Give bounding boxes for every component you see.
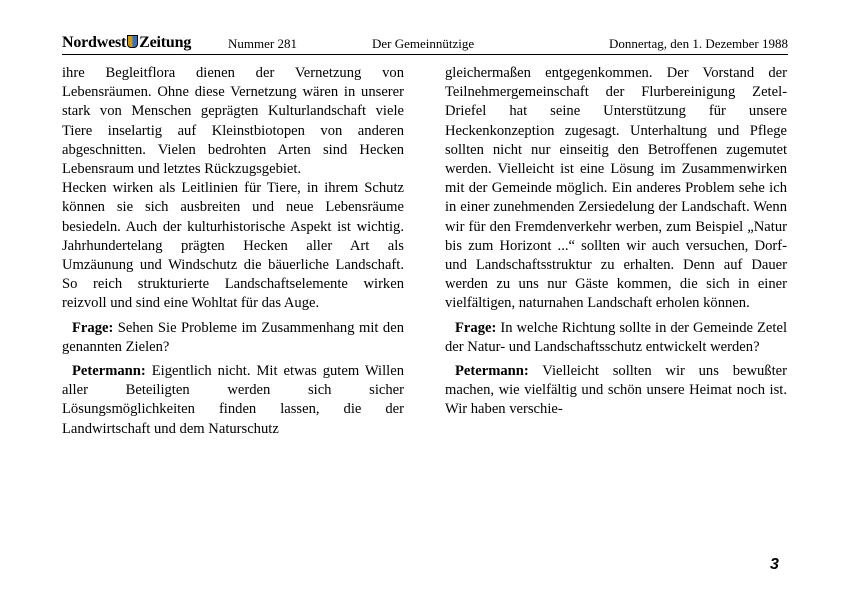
issue-number: Nummer 281: [228, 36, 297, 51]
interview-question: [445, 319, 787, 357]
answer-label: Petermann:: [72, 363, 146, 380]
page-number: 3: [770, 556, 779, 573]
interview-answer: [445, 362, 787, 420]
answer-text: Vielleicht sollten wir uns bewußter machen, wie vielfältig und schön unsere Heimat noch ist. Wir haben verschie-: [445, 363, 787, 418]
answer-text: Eigentlich nicht. Mit etwas gutem Willen aller Beteiligten werden sich sicher Lösungsmöglichkeiten finden lassen, die der Landwirtschaft und dem Naturschutz: [62, 363, 404, 437]
issue-date: Donnertag, den 1. Dezember 1988: [608, 36, 788, 51]
paragraph: Hecken wirken als Leitlinien für Tiere, in ihrem Schutz können sie sich ausbreiten und neue Lebensräume besiedeln. Auch der kulturhistorische Aspekt ist wichtig. Jahrhundertelang prägten Hecken aller Art als Umzäunung und Windschutz die bäuerliche Landschaft. So reich strukturierte Landschaftselemente wirken reizvoll und sind eine Wohltat für das Auge.: [62, 180, 404, 312]
header-divider: [62, 54, 788, 55]
newspaper-logo: [62, 34, 191, 52]
question-text: In welche Richtung sollte in der Gemeinde Zetel der Natur- und Landschaftsschutz entwickelt werden?: [445, 319, 787, 355]
question-label: Frage:: [72, 319, 114, 336]
newspaper-header: [62, 34, 788, 54]
logo-word-nordwest: Nordwest: [62, 34, 127, 51]
paragraph: gleichermaßen entgegenkommen. Der Vorstand der Teilnehmergemeinschaft der Flurbereinigung Zetel-Driefel hat seine Unterstützung für unsere Heckenkonzeption zugesagt. Unterhaltung und Pflege sollten nicht nur einseitig den Betroffenen zugemutet werden. Vielleicht ist eine Lösung im Zusammenwirken mit der Gemeinde möglich. Ein anderes Problem sehe ich in einer zunehmenden Zersiedelung der Landschaft. Wenn wir für den Fremdenverkehr werben, zum Beispiel „Natur bis zum Horizont ...“ sollten wir auch versuchen, Dorf- und Landschaftsstruktur zu erhalten. Denn auf Dauer werden zu uns nur Gäste kommen, die sich in einer vielfältigen, naturnahen Landschaft erholen können.: [445, 65, 787, 312]
section-title: Der Gemeinnützige: [372, 36, 475, 51]
crest-icon: [127, 35, 138, 48]
article-column-left: [62, 64, 404, 439]
logo-word-zeitung: Zeitung: [139, 34, 192, 51]
article-column-right: [445, 64, 787, 420]
question-label: Frage:: [455, 319, 497, 336]
paragraph: ihre Begleitflora dienen der Vernetzung von Lebensräumen. Ohne diese Vernetzung wären in unserer stark von Menschen geprägten Kulturlandschaft viele Tiere inselartig auf Kleinstbiotopen von anderen abgeschnitten. Vielen bedrohten Arten sind Hecken Lebensraum und letztes Rückzugsgebiet.: [62, 65, 404, 178]
interview-answer: [62, 362, 404, 439]
question-text: Sehen Sie Probleme im Zusammenhang mit den genannten Zielen?: [62, 319, 404, 355]
answer-label: Petermann:: [455, 363, 529, 380]
interview-question: [62, 319, 404, 357]
